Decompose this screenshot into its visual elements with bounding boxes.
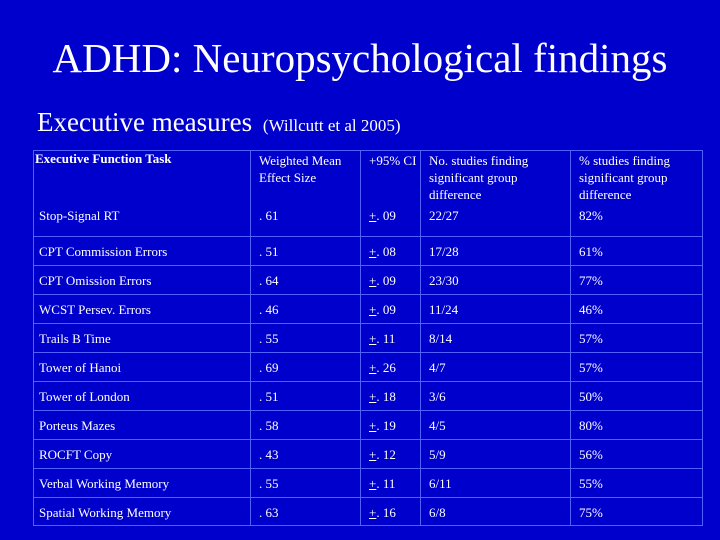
plus-minus-symbol: + — [369, 273, 377, 288]
table-row — [33, 497, 703, 527]
row-task: Trails B Time — [39, 331, 111, 346]
plus-minus-symbol: + — [369, 302, 377, 317]
table-row — [33, 410, 703, 440]
row-pct-studies: 61% — [579, 244, 603, 259]
row-effect-size: . 43 — [259, 447, 279, 462]
header-n-studies: No. studies finding significant group difference — [429, 153, 529, 202]
row-effect-size: . 64 — [259, 273, 279, 288]
table-row — [33, 323, 703, 353]
row-pct-studies: 82% — [579, 208, 603, 223]
row-n-studies: 23/30 — [429, 273, 459, 288]
table-row — [33, 381, 703, 411]
row-task: CPT Omission Errors — [39, 273, 152, 288]
row-pct-studies: 80% — [579, 418, 603, 433]
plus-minus-symbol: + — [369, 418, 377, 433]
row-effect-size: . 55 — [259, 331, 279, 346]
row-pct-studies: 50% — [579, 389, 603, 404]
row-n-studies: 6/11 — [429, 476, 452, 491]
table-row — [33, 236, 703, 266]
row-task: Tower of Hanoi — [39, 360, 122, 375]
row-task: WCST Persev. Errors — [39, 302, 151, 317]
header-ci: +95% CI — [369, 153, 417, 168]
row-pct-studies: 75% — [579, 505, 603, 520]
row-effect-size: . 58 — [259, 418, 279, 433]
table-row — [33, 265, 703, 295]
row-effect-size: . 61 — [259, 208, 279, 223]
row-n-studies: 17/28 — [429, 244, 459, 259]
row-pct-studies: 57% — [579, 360, 603, 375]
ci-value: . 09 — [376, 208, 396, 223]
plus-minus-symbol: + — [369, 476, 377, 491]
row-task: Stop-Signal RT — [39, 208, 120, 223]
row-effect-size: . 46 — [259, 302, 279, 317]
ci-value: . 09 — [376, 273, 396, 288]
row-pct-studies: 56% — [579, 447, 603, 462]
row-task: Tower of London — [39, 389, 130, 404]
table-row — [33, 352, 703, 382]
table-row — [33, 193, 703, 236]
row-task: CPT Commission Errors — [39, 244, 168, 259]
row-n-studies: 4/5 — [429, 418, 446, 433]
slide-title: ADHD: Neuropsychological findings — [52, 35, 668, 81]
row-pct-studies: 57% — [579, 331, 603, 346]
row-n-studies: 8/14 — [429, 331, 453, 346]
plus-minus-symbol: + — [369, 505, 377, 520]
row-task: Spatial Working Memory — [39, 505, 172, 520]
ci-value: . 19 — [376, 418, 396, 433]
row-pct-studies: 77% — [579, 273, 603, 288]
table-row — [33, 468, 703, 498]
header-task: Executive Function Task — [35, 151, 172, 166]
slide-subtitle — [37, 106, 401, 142]
row-effect-size: . 51 — [259, 244, 279, 259]
row-task: ROCFT Copy — [39, 447, 113, 462]
row-n-studies: 22/27 — [429, 208, 459, 223]
table-row — [33, 294, 703, 324]
ci-value: . 09 — [376, 302, 396, 317]
plus-minus-symbol: + — [369, 208, 377, 223]
row-n-studies: 5/9 — [429, 447, 446, 462]
header-effect: Weighted Mean Effect Size — [259, 153, 342, 185]
row-effect-size: . 51 — [259, 389, 279, 404]
ci-value: . 11 — [376, 476, 396, 491]
row-pct-studies: 55% — [579, 476, 603, 491]
row-task: Porteus Mazes — [39, 418, 116, 433]
citation: (Willcutt et al 2005) — [262, 116, 401, 135]
row-n-studies: 3/6 — [429, 389, 446, 404]
ci-value: . 11 — [376, 331, 396, 346]
ci-value: . 08 — [376, 244, 396, 259]
table-row — [33, 439, 703, 469]
row-ci — [369, 504, 429, 533]
row-effect-size: . 69 — [259, 360, 279, 375]
subtitle-text: Executive measures — [37, 107, 253, 137]
ci-value: . 18 — [376, 389, 396, 404]
row-task: Verbal Working Memory — [39, 476, 170, 491]
ci-value: . 16 — [376, 505, 396, 520]
findings-table — [33, 150, 703, 526]
row-effect-size: . 63 — [259, 505, 279, 520]
row-effect-size: . 55 — [259, 476, 279, 491]
header-pct-studies: % studies finding significant group difference — [579, 153, 670, 202]
row-n-studies: 6/8 — [429, 505, 446, 520]
plus-minus-symbol: + — [369, 360, 377, 375]
ci-value: . 26 — [376, 360, 396, 375]
plus-minus-symbol: + — [369, 244, 377, 259]
ci-value: . 12 — [376, 447, 396, 462]
row-pct-studies: 46% — [579, 302, 603, 317]
plus-minus-symbol: + — [369, 331, 377, 346]
row-n-studies: 4/7 — [429, 360, 446, 375]
plus-minus-symbol: + — [369, 389, 377, 404]
plus-minus-symbol: + — [369, 447, 377, 462]
row-n-studies: 11/24 — [429, 302, 459, 317]
